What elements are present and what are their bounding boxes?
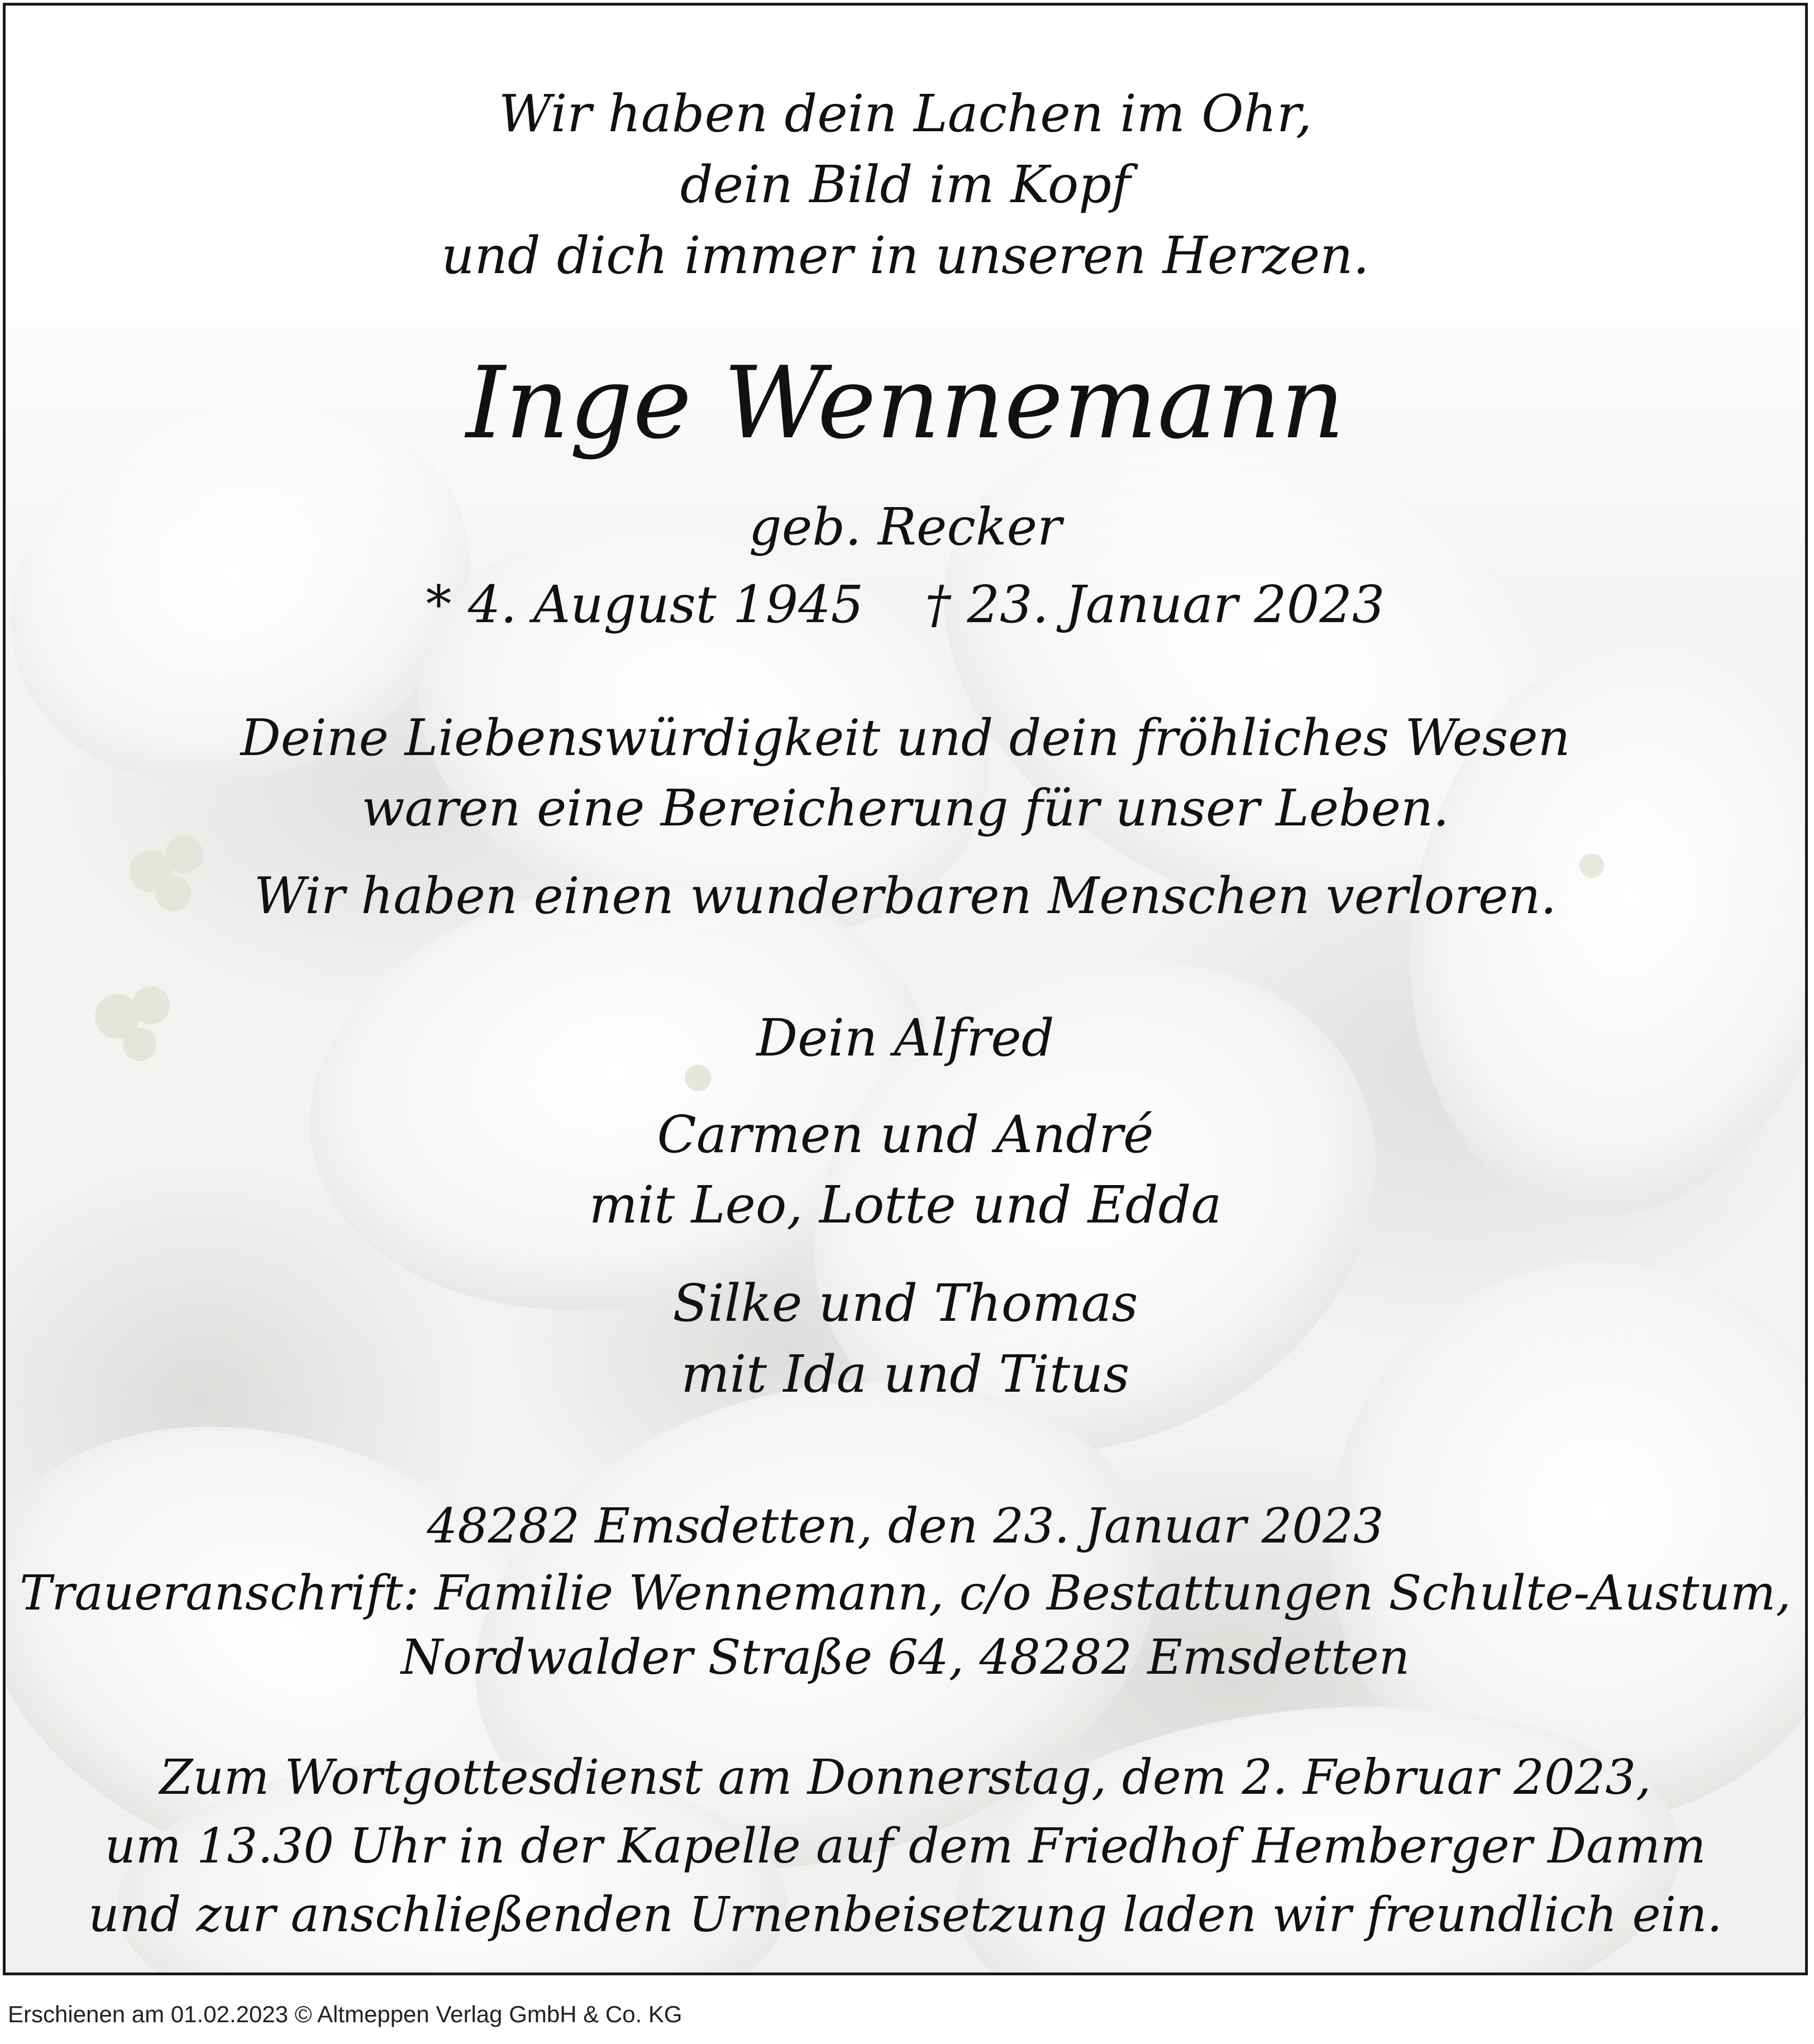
tribute-line-3: Wir haben einen wunderbaren Menschen verloren. — [254, 867, 1557, 925]
mourner-family2-children: mit Ida und Titus — [681, 1344, 1130, 1404]
tribute-line-2: waren eine Bereicherung für unser Leben. — [361, 779, 1449, 838]
poem-line-3: und dich immer in unseren Herzen. — [441, 226, 1369, 285]
death-date: † 23. Januar 2023 — [925, 575, 1385, 634]
service-line-3: und zur anschließenden Urnenbeisetzung laden wir freundlich ein. — [88, 1887, 1722, 1943]
birth-date: * 4. August 1945 — [426, 575, 864, 634]
place-date: 48282 Emsdetten, den 23. Januar 2023 — [427, 1498, 1384, 1554]
mourner-family1-names: Carmen und André — [657, 1105, 1154, 1164]
poem-line-2: dein Bild im Kopf — [680, 155, 1131, 214]
obituary-frame — [3, 3, 1808, 1975]
life-dates — [6, 575, 1805, 634]
mourner-family1-children: mit Leo, Lotte und Edda — [589, 1175, 1222, 1235]
service-line-1: Zum Wortgottesdienst am Donnerstag, dem 2. Februar 2023, — [159, 1750, 1651, 1806]
obituary-text — [6, 6, 1805, 1973]
mourning-address-line-2: Nordwalder Straße 64, 48282 Emsdetten — [400, 1630, 1410, 1685]
deceased-name: Inge Wennemann — [466, 345, 1345, 461]
tribute-line-1: Deine Liebenswürdigkeit und dein fröhliches Wesen — [240, 709, 1570, 767]
poem-line-1: Wir haben dein Lachen im Ohr, — [498, 84, 1312, 144]
mourner-family2-names: Silke und Thomas — [672, 1273, 1138, 1333]
publication-note: Erschienen am 01.02.2023 © Altmeppen Verlag GmbH & Co. KG — [8, 2001, 682, 2027]
mourner-spouse: Dein Alfred — [756, 1008, 1054, 1068]
maiden-name: geb. Recker — [748, 497, 1062, 557]
mourning-address-line-1: Traueranschrift: Familie Wennemann, c/o Bestattungen Schulte-Austum, — [20, 1565, 1791, 1621]
service-line-2: um 13.30 Uhr in der Kapelle auf dem Friedhof Hemberger Damm — [104, 1818, 1706, 1874]
